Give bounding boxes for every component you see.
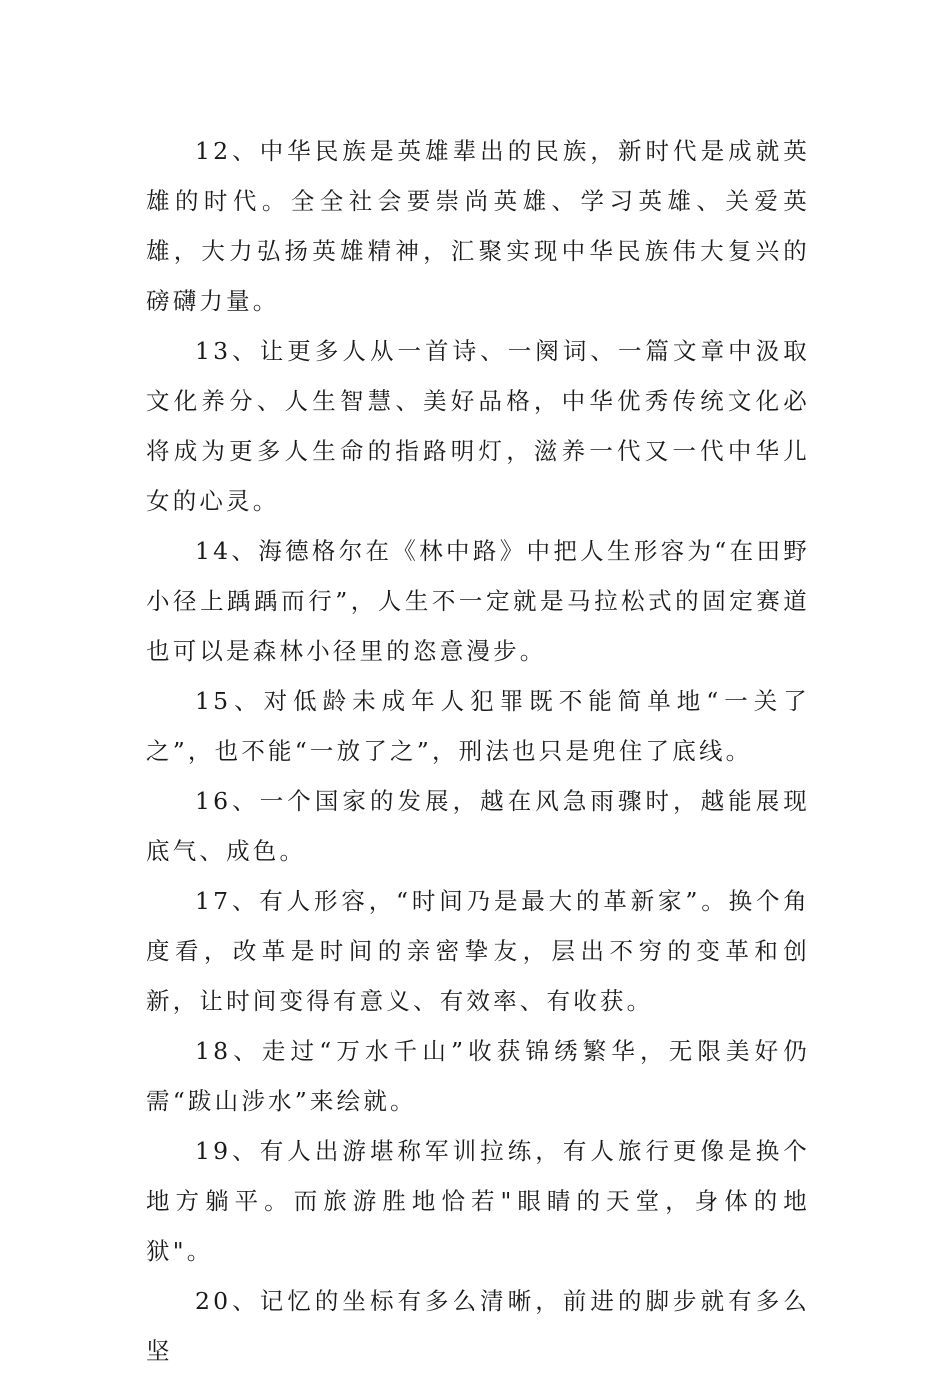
document-body xyxy=(146,126,810,1376)
paragraph-20: 20、记忆的坐标有多么清晰，前进的脚步就有多么坚 xyxy=(146,1287,810,1365)
paragraph-15: 15、对低龄未成年人犯罪既不能简单地“一关了之”，也不能“一放了之”，刑法也只是兜住了底线。 xyxy=(146,687,810,765)
paragraph-13: 13、让更多人从一首诗、一阕词、一篇文章中汲取文化养分、人生智慧、美好品格，中华优秀传统文化必将成为更多人生命的指路明灯，滋养一代又一代中华儿女的心灵。 xyxy=(146,337,810,515)
paragraph-18: 18、走过“万水千山”收获锦绣繁华，无限美好仍需“跋山涉水”来绘就。 xyxy=(146,1037,810,1115)
paragraph-17: 17、有人形容，“时间乃是最大的革新家”。换个角度看，改革是时间的亲密挚友，层出不穷的变革和创新，让时间变得有意义、有效率、有收获。 xyxy=(146,887,810,1015)
paragraph-14: 14、海德格尔在《林中路》中把人生形容为“在田野小径上踽踽而行”，人生不一定就是马拉松式的固定赛道也可以是森林小径里的恣意漫步。 xyxy=(146,537,810,665)
paragraph-12: 12、中华民族是英雄辈出的民族，新时代是成就英雄的时代。全全社会要崇尚英雄、学习英雄、关爱英雄，大力弘扬英雄精神，汇聚实现中华民族伟大复兴的磅礴力量。 xyxy=(146,137,810,315)
paragraph-16: 16、一个国家的发展，越在风急雨骤时，越能展现底气、成色。 xyxy=(146,787,810,865)
paragraph-19: 19、有人出游堪称军训拉练，有人旅行更像是换个地方躺平。而旅游胜地恰若"眼睛的天堂，身体的地狱"。 xyxy=(146,1137,810,1265)
